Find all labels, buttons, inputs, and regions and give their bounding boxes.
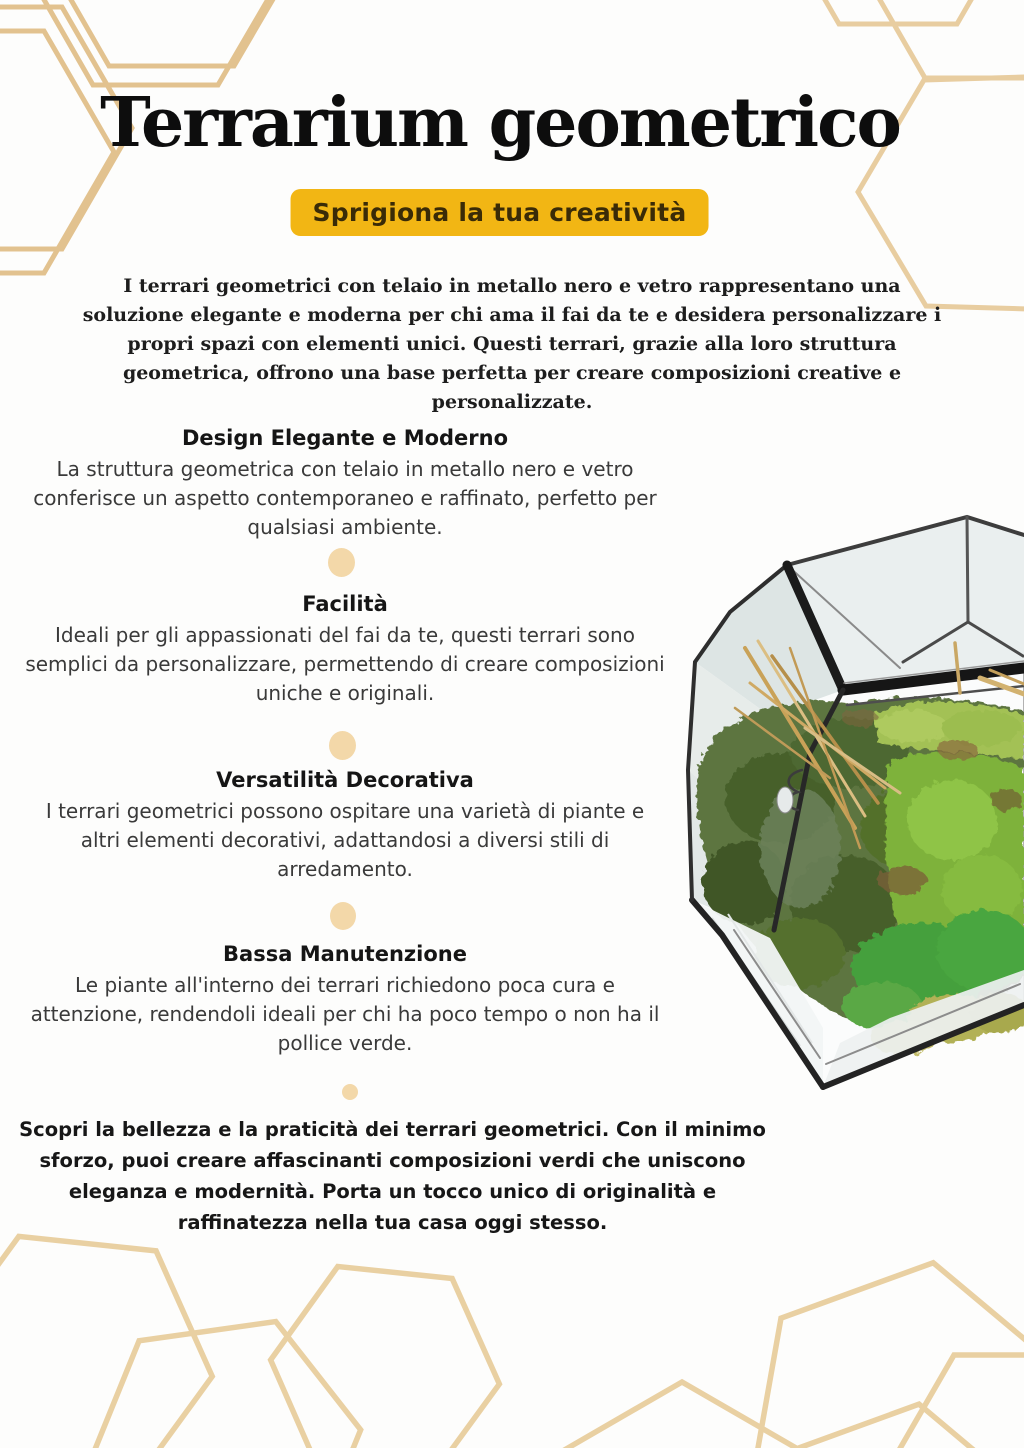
section-title: Bassa Manutenzione bbox=[223, 942, 467, 966]
divider-dot bbox=[330, 902, 356, 930]
divider-dot bbox=[342, 1084, 358, 1100]
section-bassa-manutenzione bbox=[25, 940, 665, 1058]
terrarium-photo bbox=[650, 498, 1024, 1098]
section-title: Design Elegante e Moderno bbox=[181, 426, 509, 450]
section-title: Versatilità Decorativa bbox=[216, 768, 474, 792]
section-body: Ideali per gli appassionati del fai da te, questi terrari sono semplici da personalizzare, permettendo di creare composizioni uniche e originali. bbox=[25, 623, 665, 705]
section-body: Le piante all'interno dei terrari richiedono poca cura e attenzione, rendendoli ideali per chi ha poco tempo o non ha il pollice verde. bbox=[30, 973, 660, 1055]
section-facilita bbox=[25, 590, 665, 708]
section-body: I terrari geometrici possono ospitare una varietà di piante e altri elementi decorativi, adattandosi a diversi stili di arredamento. bbox=[45, 799, 645, 881]
divider-dot bbox=[328, 548, 355, 577]
section-body: La struttura geometrica con telaio in metallo nero e vetro conferisce un aspetto contemporaneo e raffinato, perfetto per qualsiasi ambiente. bbox=[33, 457, 657, 539]
section-design-elegante bbox=[25, 424, 665, 542]
section-versatilita-decorativa bbox=[25, 766, 665, 884]
intro-paragraph: I terrari geometrici con telaio in metallo nero e vetro rappresentano una soluzione elegante e moderna per chi ama il fai da te e desidera personalizzare i propri spazi con elementi unici. Questi terrari, grazie alla loro struttura geometrica, offrono una base perfetta per creare composizioni creative e personalizzate. bbox=[82, 275, 942, 413]
closing-paragraph: Scopri la bellezza e la praticità dei terrari geometrici. Con il minimo sforzo, puoi creare affascinanti composizioni verdi che uniscono eleganza e modernità. Porta un tocco unico di originalità e raffinatezza nella tua casa oggi stesso. bbox=[19, 1118, 766, 1234]
page-title: Terrarium geometrico bbox=[100, 83, 900, 163]
section-title: Facilità bbox=[302, 592, 388, 616]
divider-dot bbox=[329, 731, 356, 760]
tagline-badge: Sprigiona la tua creatività bbox=[291, 189, 709, 236]
